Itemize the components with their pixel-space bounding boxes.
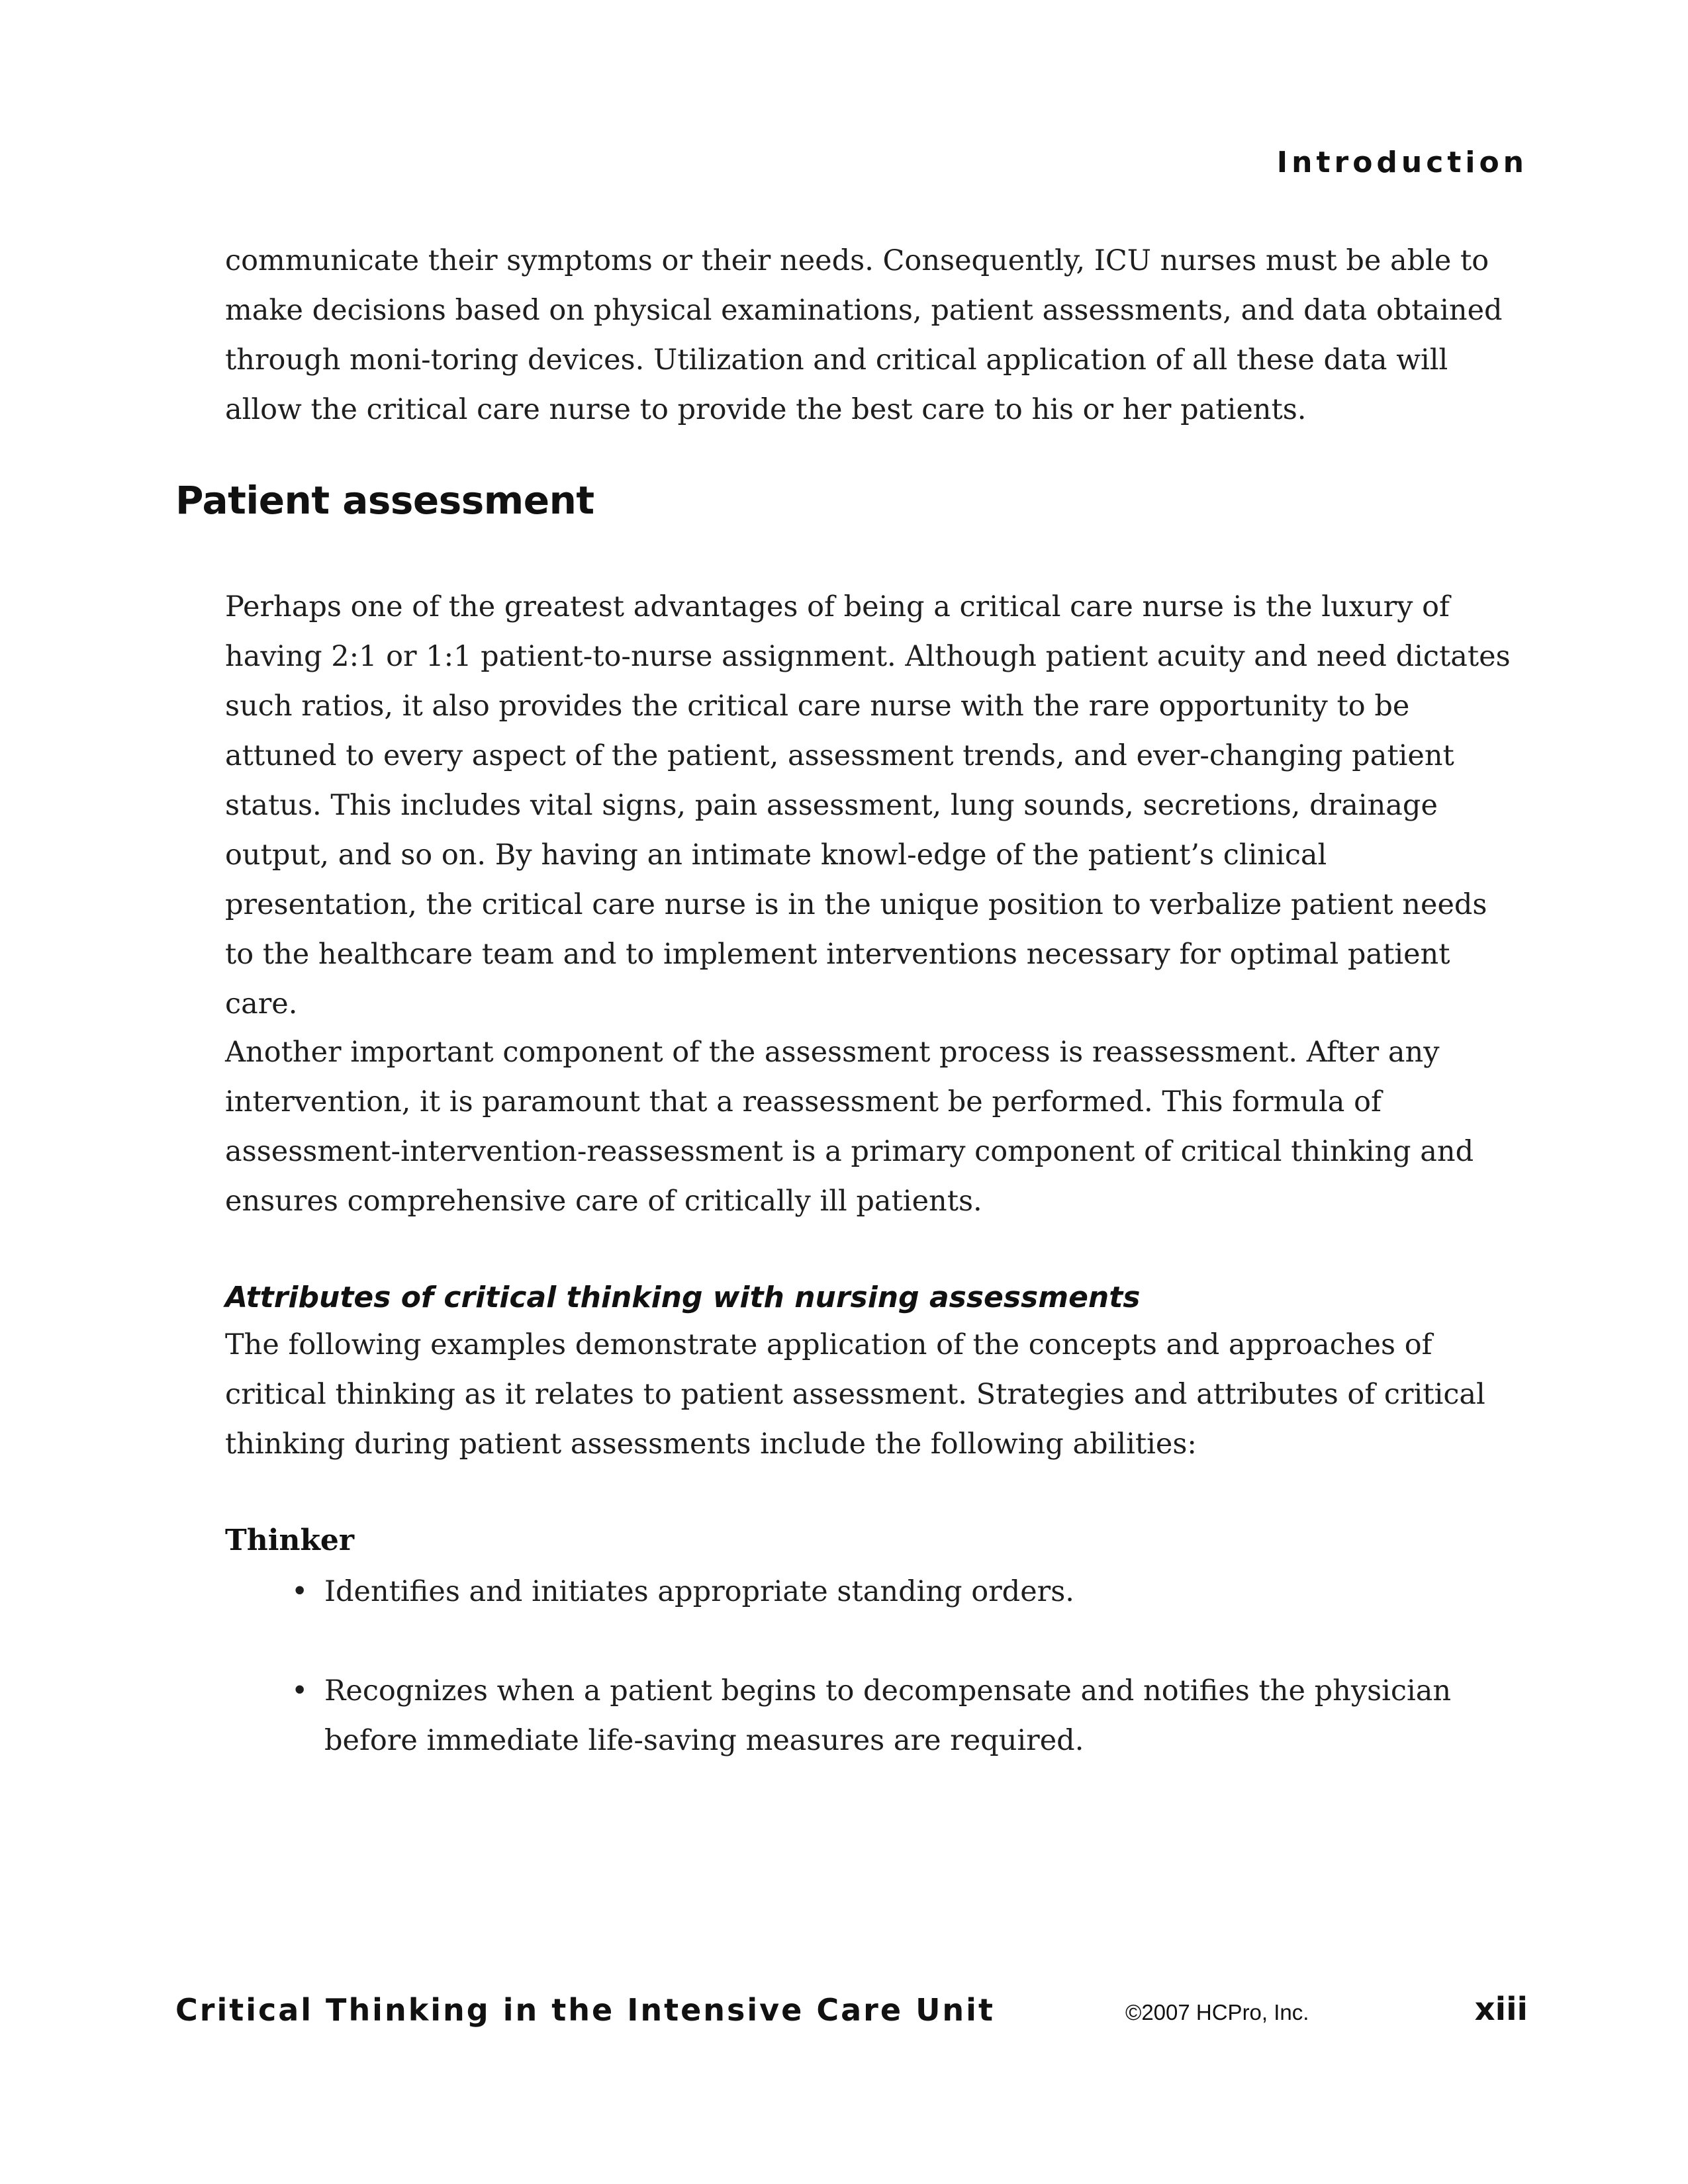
- bullet-text: Identifies and initiates appropriate standing orders.: [324, 1575, 1074, 1608]
- list-item: [291, 1567, 1516, 1617]
- footer-copyright: ©2007 HCPro, Inc.: [1125, 2000, 1309, 2025]
- running-head: Introduction: [1276, 146, 1528, 179]
- thinker-heading: Thinker: [225, 1524, 355, 1557]
- footer-book-title: Critical Thinking in the Intensive Care Unit: [175, 1992, 995, 2028]
- subsection-paragraph: The following examples demonstrate application of the concepts and approaches of critical thinking as it relates to patient assessment. Strategies and attributes of critical thinking during patient assessments include the following abilities:: [225, 1328, 1485, 1461]
- subsection-heading: Attributes of critical thinking with nursing assessments: [225, 1281, 1141, 1314]
- bullet-text: Recognizes when a patient begins to decompensate and notifies the physician before immediate life-saving measures are required.: [324, 1674, 1452, 1757]
- bullet-icon: •: [291, 1575, 308, 1608]
- list-item: [291, 1666, 1516, 1766]
- page-number: xiii: [1474, 1991, 1528, 2028]
- bullet-icon: •: [291, 1674, 308, 1707]
- thinker-bullet-list: [291, 1567, 1516, 1815]
- section-heading: Patient assessment: [175, 478, 594, 523]
- paragraph-reassessment: Another important component of the assessment process is reassessment. After any intervention, it is paramount that a reassessment be performed. This formula of assessment-intervention-reassessment is a primary component of critical thinking and ensures comprehensive care of critically ill patients.: [225, 1036, 1474, 1218]
- paragraph-patient-to-nurse: Perhaps one of the greatest advantages of being a critical care nurse is the luxury of having 2:1 or 1:1 patient-to-nurse assignment. Although patient acuity and need dictates such ratios, it also provides the critical care nurse with the rare opportunity to be attuned to every aspect of the patient, assessment trends, and ever-changing patient status. This includes vital signs, pain assessment, lung sounds, secretions, drainage output, and so on. By having an intimate knowl-edge of the patient’s clinical presentation, the critical care nurse is in the unique position to verbalize patient needs to the healthcare team and to implement interventions necessary for optimal patient care.: [225, 590, 1511, 1021]
- intro-paragraph: communicate their symptoms or their needs. Consequently, ICU nurses must be able to make decisions based on physical examinations, patient assessments, and data obtained through moni-toring devices. Utilization and critical application of all these data will allow the critical care nurse to provide the best care to his or her patients.: [225, 244, 1503, 426]
